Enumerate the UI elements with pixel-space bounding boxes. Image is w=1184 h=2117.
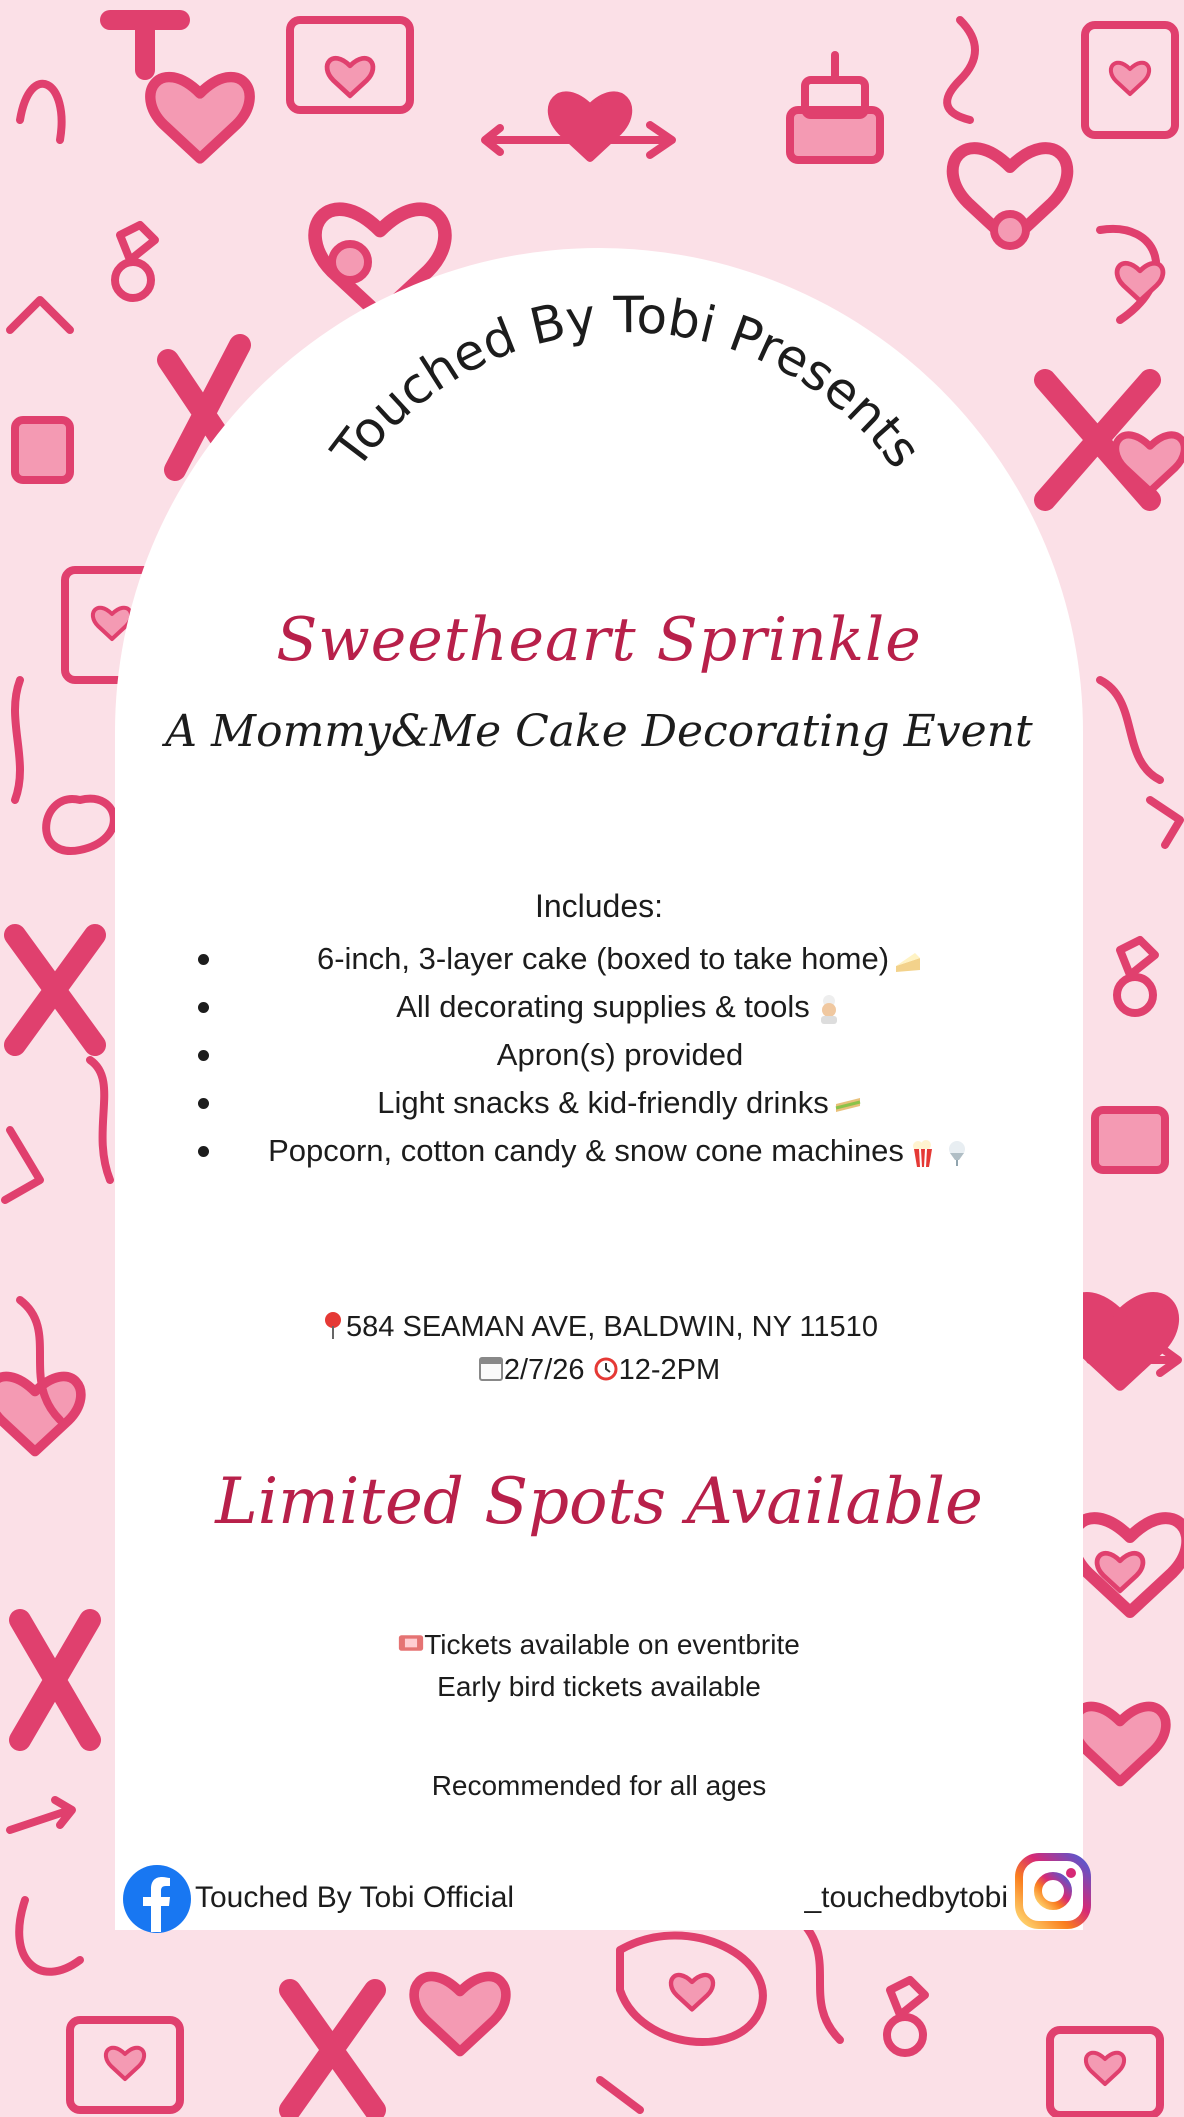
list-item: 6-inch, 3-layer cake (boxed to take home) <box>190 935 1050 983</box>
bullet-icon <box>198 1098 209 1109</box>
facebook-icon[interactable] <box>122 1864 192 1934</box>
tickets-text: Tickets available on eventbrite <box>115 1628 1083 1661</box>
chef-icon <box>814 994 844 1024</box>
list-item: All decorating supplies & tools <box>190 983 1050 1031</box>
bullet-icon <box>198 1002 209 1013</box>
presenter-text: Touched By Tobi Presents <box>320 286 933 479</box>
includes-label: Includes: <box>534 888 664 924</box>
includes-list <box>190 935 1050 1175</box>
ticket-icon <box>398 1628 424 1658</box>
address: 584 SEAMAN AVE, BALDWIN, NY 11510 <box>115 1310 1083 1344</box>
sandwich-icon <box>833 1090 863 1120</box>
arc-title <box>0 0 1184 700</box>
bullet-icon <box>198 1146 209 1157</box>
facebook-handle[interactable]: Touched By Tobi Official <box>195 1881 515 1914</box>
svg-text:Touched By Tobi Presents <box>320 286 933 479</box>
alarm-clock-icon <box>593 1353 619 1383</box>
date-time: 2/7/26 12-2PM <box>115 1353 1083 1387</box>
early-bird-text: Early bird tickets available <box>437 1671 761 1702</box>
bullet-icon <box>198 954 209 965</box>
pin-icon <box>320 1310 346 1340</box>
calendar-icon <box>478 1353 504 1383</box>
bullet-icon <box>198 1050 209 1061</box>
event-title: Sweetheart Sprinkle <box>276 605 922 675</box>
shaved-ice-icon <box>942 1138 972 1168</box>
cake-slice-icon <box>893 946 923 976</box>
limited-spots-heading: Limited Spots Available <box>215 1465 983 1539</box>
instagram-icon[interactable] <box>1015 1853 1091 1929</box>
ages-text: Recommended for all ages <box>431 1770 767 1801</box>
list-item: Apron(s) provided <box>190 1031 1050 1079</box>
list-item: Popcorn, cotton candy & snow cone machines <box>190 1127 1050 1175</box>
list-item: Light snacks & kid-friendly drinks <box>190 1079 1050 1127</box>
instagram-handle[interactable]: _touchedbytobi <box>804 1881 1008 1914</box>
event-subtitle: A Mommy&Me Cake Decorating Event <box>165 706 1033 757</box>
popcorn-icon <box>908 1138 938 1168</box>
